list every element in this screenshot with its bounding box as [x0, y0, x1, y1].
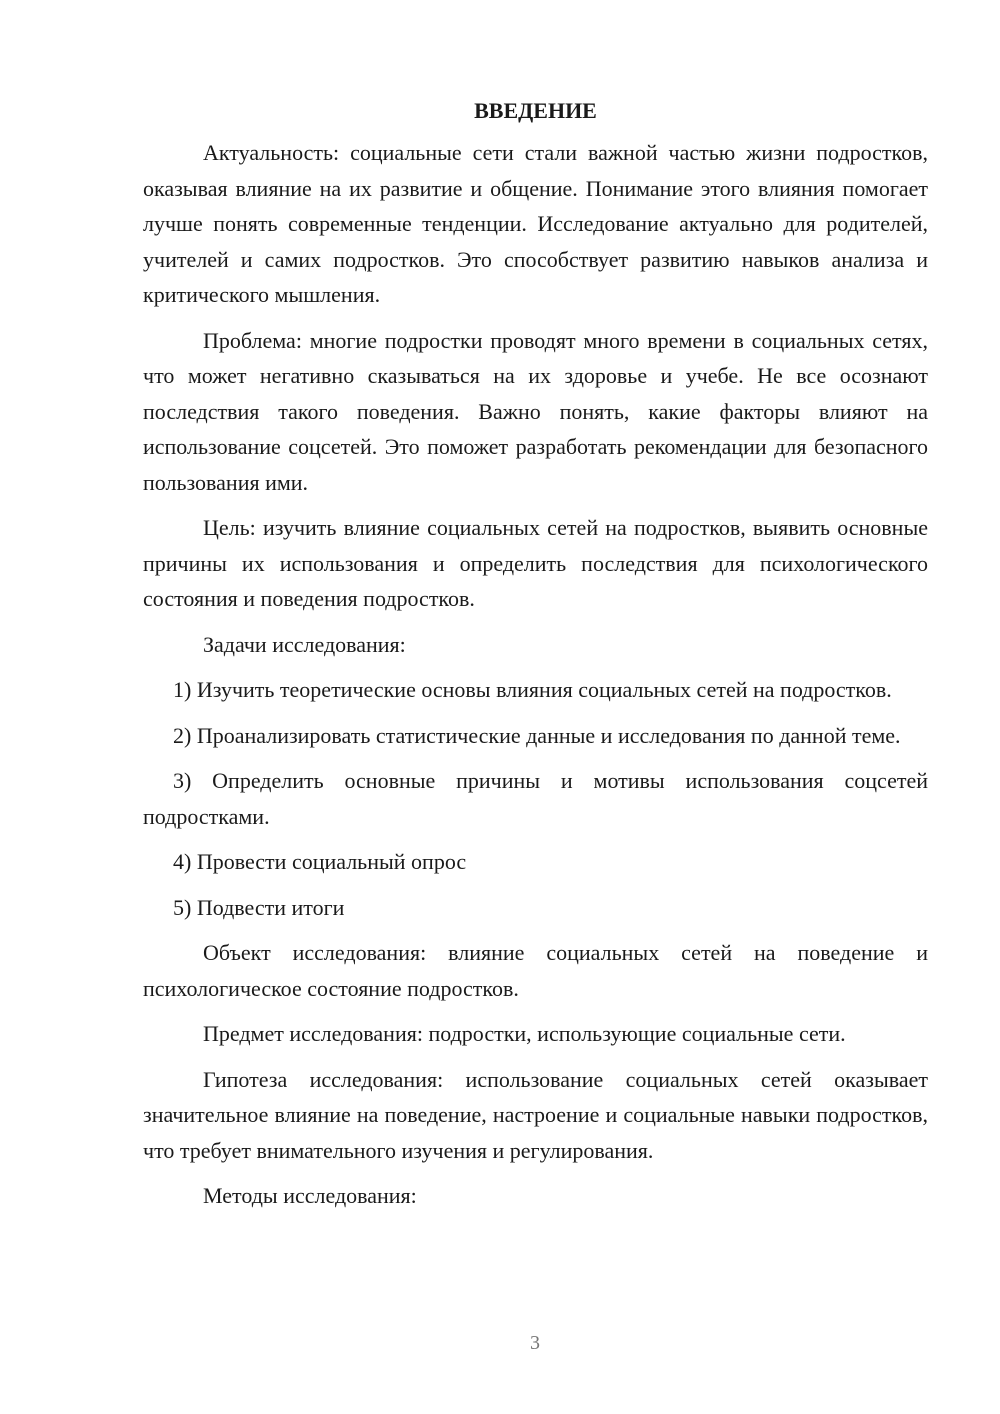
document-page [143, 95, 928, 1224]
page-title: ВВЕДЕНИЕ [474, 98, 597, 123]
task-item-5: 5) Подвести итоги [173, 894, 345, 920]
problem-paragraph: Проблема: многие подростки проводят много времени в социальных сетях, что может негативно сказываться на их здоровье и учебе. Не все осознают последствия такого поведения. Важно понять, какие факторы влияют на использование соцсетей. Это поможет разработать рекомендации для безопасного пользования ими. [143, 327, 928, 495]
hypothesis-paragraph: Гипотеза исследования: использование социальных сетей оказывает значительное влияние на поведение, настроение и социальные навыки подростков, что требует внимательного изучения и регулирования. [143, 1066, 928, 1163]
subject-paragraph: Предмет исследования: подростки, использующие социальные сети. [203, 1021, 846, 1046]
tasks-title: Задачи исследования: [203, 631, 406, 657]
goal-paragraph: Цель: изучить влияние социальных сетей на подростков, выявить основные причины их использования и определить последствия для психологического состояния и поведения подростков. [143, 515, 928, 611]
methods-paragraph: Методы исследования: [203, 1183, 417, 1208]
task-item-4: 4) Провести социальный опрос [173, 849, 467, 874]
task-item-3: 3) Определить основные причины и мотивы использования соцсетей подростками. [143, 768, 928, 829]
relevance-paragraph: Актуальность: социальные сети стали важной частью жизни подростков, оказывая влияние на их развитие и общение. Понимание этого влияния помогает лучше понять современные тенденции. Исследование актуально для родителей, учителей и самих подростков. Это способствует развитию навыков анализа и критического мышления. [143, 140, 928, 307]
page-number: 3 [530, 1332, 540, 1354]
task-item-2: 2) Проанализировать статистические данные и исследования по данной теме. [173, 722, 901, 748]
task-item-1: 1) Изучить теоретические основы влияния социальных сетей на подростков. [173, 677, 892, 702]
object-paragraph: Объект исследования: влияние социальных сетей на поведение и психологическое состояние подростков. [143, 940, 928, 1001]
